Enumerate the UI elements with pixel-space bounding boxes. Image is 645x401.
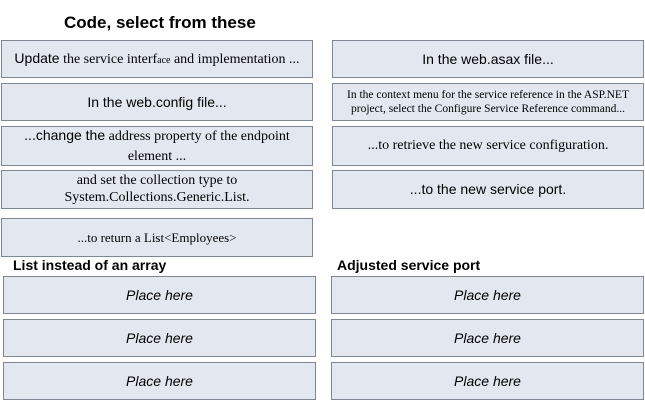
port-drop-target[interactable]: Place here [331, 362, 644, 400]
port-target-heading: Adjusted service port [337, 257, 481, 273]
option-change-rest: address property of the endpoint element ... [105, 129, 290, 164]
port-drop-target[interactable]: Place here [331, 276, 644, 314]
option-return-list[interactable]: ...to return a List<Employees> [1, 218, 313, 257]
option-configure-service-reference[interactable]: In the context menu for the service reference in the ASP.NET project, select the Configure Service Reference command... [332, 83, 644, 121]
option-change-address-text [8, 126, 306, 166]
option-update-service-interface[interactable] [1, 40, 313, 78]
list-drop-target[interactable]: Place here [3, 362, 316, 400]
list-target-heading: List instead of an array [13, 257, 167, 273]
option-update-word: Update [14, 50, 60, 67]
option-update-service-interface-text [14, 49, 299, 69]
option-change-address[interactable] [1, 126, 313, 166]
port-drop-target[interactable]: Place here [331, 319, 644, 357]
option-update-post: and implementation ... [170, 52, 300, 68]
option-update-rest: the service interf [59, 52, 158, 68]
option-update-small: ace [157, 55, 171, 67]
option-set-collection-type[interactable]: and set the collection type to System.Collections.Generic.List. [1, 170, 313, 209]
page-title: Code, select from these [64, 13, 256, 32]
option-change-word: ...change the [24, 127, 106, 144]
list-drop-target[interactable]: Place here [3, 319, 316, 357]
option-retrieve-configuration[interactable]: ...to retrieve the new service configuration. [332, 126, 644, 166]
option-web-asax[interactable]: In the web.asax file... [332, 40, 644, 78]
option-web-config[interactable]: In the web.config file... [1, 83, 313, 121]
list-drop-target[interactable]: Place here [3, 276, 316, 314]
option-new-service-port[interactable]: ...to the new service port. [332, 170, 644, 209]
